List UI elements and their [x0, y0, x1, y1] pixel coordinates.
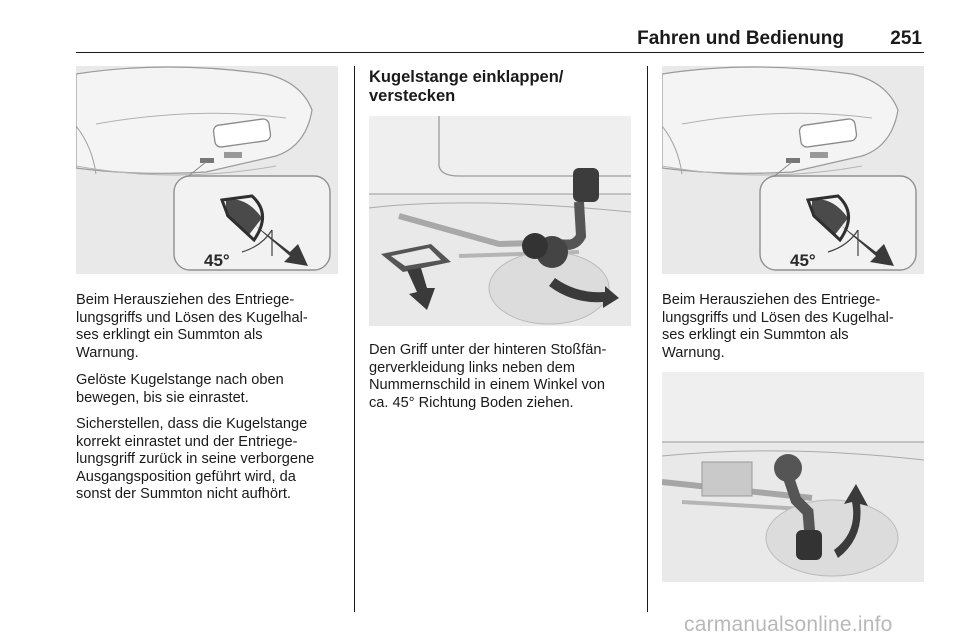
tow-bar-stow-illustration: [662, 372, 924, 582]
angle-label-right: 45°: [790, 251, 816, 270]
column-divider-right: [647, 66, 648, 612]
section-title: Fahren und Bedienung: [637, 28, 844, 49]
left-paragraph-2: Gelöste Kugelstange nach oben bewegen, bis sie einrastet.: [76, 372, 284, 406]
left-paragraph-3: Sicherstellen, dass die Kugelstange korrekt einrastet und der Entriege- lungsgriff zurück in seine verborgene Ausgangsposition geführt wird, da sonst der Summton nicht aufhört.: [76, 416, 315, 502]
figure-rear-bumper-handle: [76, 66, 338, 274]
page-number: 251: [890, 28, 922, 49]
watermark: carmanualsonline.info: [684, 613, 893, 636]
middle-paragraph-1: Den Griff unter der hinteren Stoßfän- gerverkleidung links neben dem Nummernschild in einem Winkel von ca. 45° Richtung Boden ziehen.: [369, 342, 607, 411]
tow-bar-illustration: [369, 116, 631, 326]
figure-tow-bar-fold: [369, 116, 631, 326]
rear-bumper-illustration: [76, 66, 338, 274]
figure-rear-bumper-handle-right: [662, 66, 924, 274]
page-header: [600, 22, 922, 52]
rear-bumper-illustration-right: [662, 66, 924, 274]
right-paragraph-1: Beim Herausziehen des Entriege- lungsgriffs und Lösen des Kugelhal- ses erklingt ein Summton als Warnung.: [662, 292, 894, 361]
angle-label: 45°: [204, 251, 230, 270]
section-heading: Kugelstange einklappen/ verstecken: [369, 68, 564, 105]
column-divider-left: [354, 66, 355, 612]
header-divider: [76, 52, 924, 53]
figure-tow-bar-stow: [662, 372, 924, 582]
left-paragraph-1: Beim Herausziehen des Entriege- lungsgriffs und Lösen des Kugelhal- ses erklingt ein Summton als Warnung.: [76, 292, 308, 361]
